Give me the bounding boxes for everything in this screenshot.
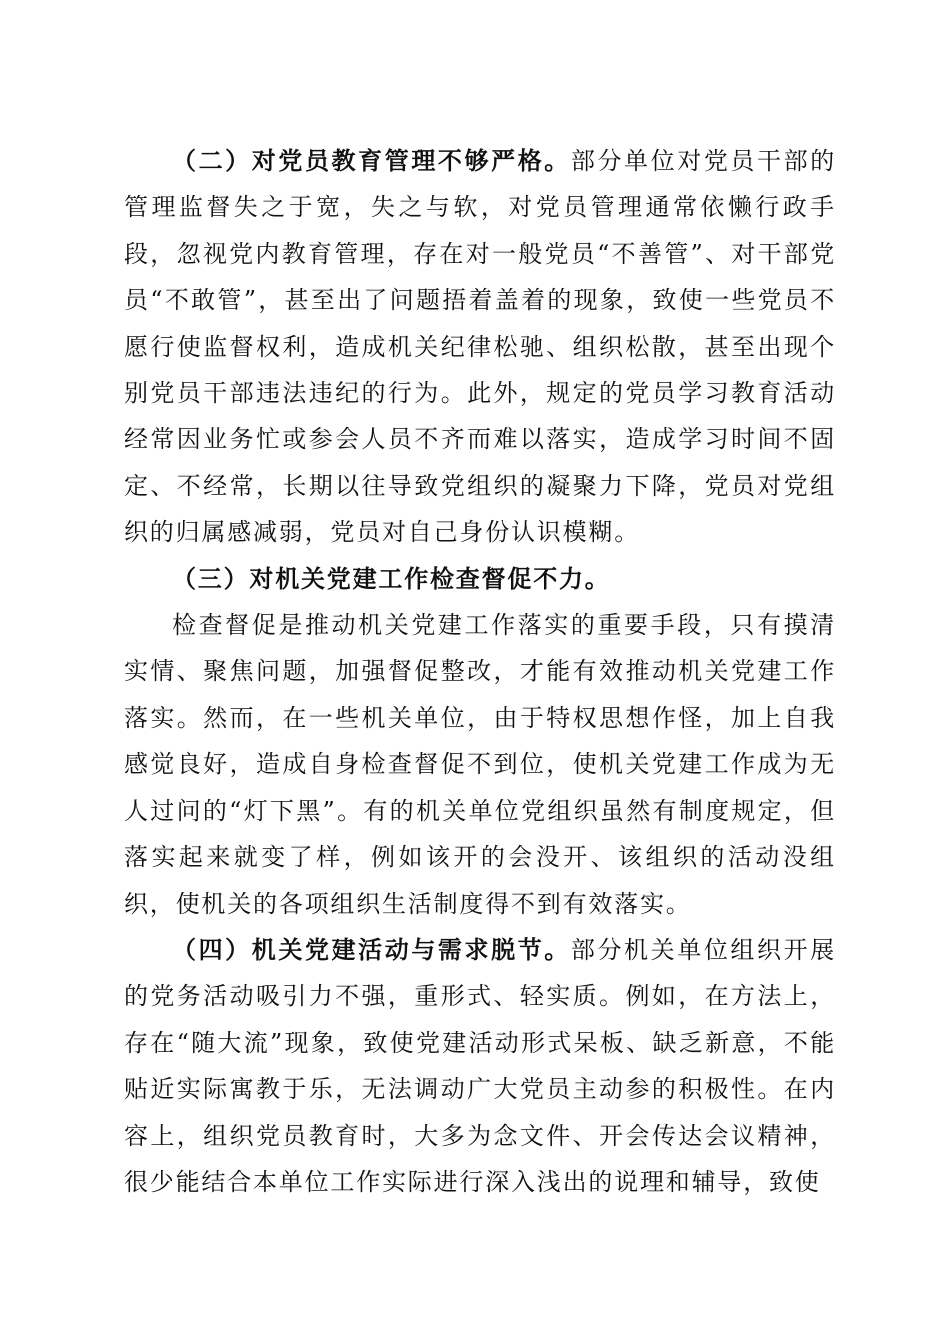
document-body: [124, 138, 836, 1205]
section-4-heading: （四）机关党建活动与需求脱节。: [172, 934, 571, 964]
section-4-body: 部分机关单位组织开展的党务活动吸引力不强，重形式、轻实质。例如，在方法上，存在“随大流”现象，致使党建活动形式呆板、缺乏新意，不能贴近实际寓教于乐，无法调动广大党员主动参的积极性。在内容上，组织党员教育时，大多为念文件、开会传达会议精神，很少能结合本单位工作实际进行深入浅出的说理和辅导，致使: [124, 935, 836, 1196]
paragraph-section-2: [124, 138, 836, 556]
section-2-body: 部分单位对党员干部的管理监督失之于宽，失之与软，对党员管理通常依懒行政手段，忽视党内教育管理，存在对一般党员“不善管”、对干部党员“不敢管”，甚至出了问题捂着盖着的现象，致使一些党员不愿行使监督权利，造成机关纪律松驰、组织松散，甚至出现个别党员干部违法违纪的行为。此外，规定的党员学习教育活动经常因业务忙或参会人员不齐而难以落实，造成学习时间不固定、不经常，长期以往导致党组织的凝聚力下降，党员对党组织的归属感减弱，党员对自己身份认识模糊。: [124, 147, 836, 547]
section-2-heading: （二）对党员教育管理不够严格。: [172, 146, 571, 175]
section-3-heading: （三）对机关党建工作检查督促不力。: [172, 563, 611, 593]
section-3-body: 检查督促是推动机关党建工作落实的重要手段，只有摸清实情、聚焦问题，加强督促整改，才能有效推动机关党建工作落实。然而，在一些机关单位，由于特权思想作怪，加上自我感觉良好，造成自身检查督促不到位，使机关党建工作成为无人过问的“灯下黑”。有的机关单位党组织虽然有制度规定，但落实起来就变了样，例如该开的会没开、该组织的活动没组织，使机关的各项组织生活制度得不到有效落实。: [124, 611, 836, 918]
paragraph-section-4: [124, 927, 836, 1205]
